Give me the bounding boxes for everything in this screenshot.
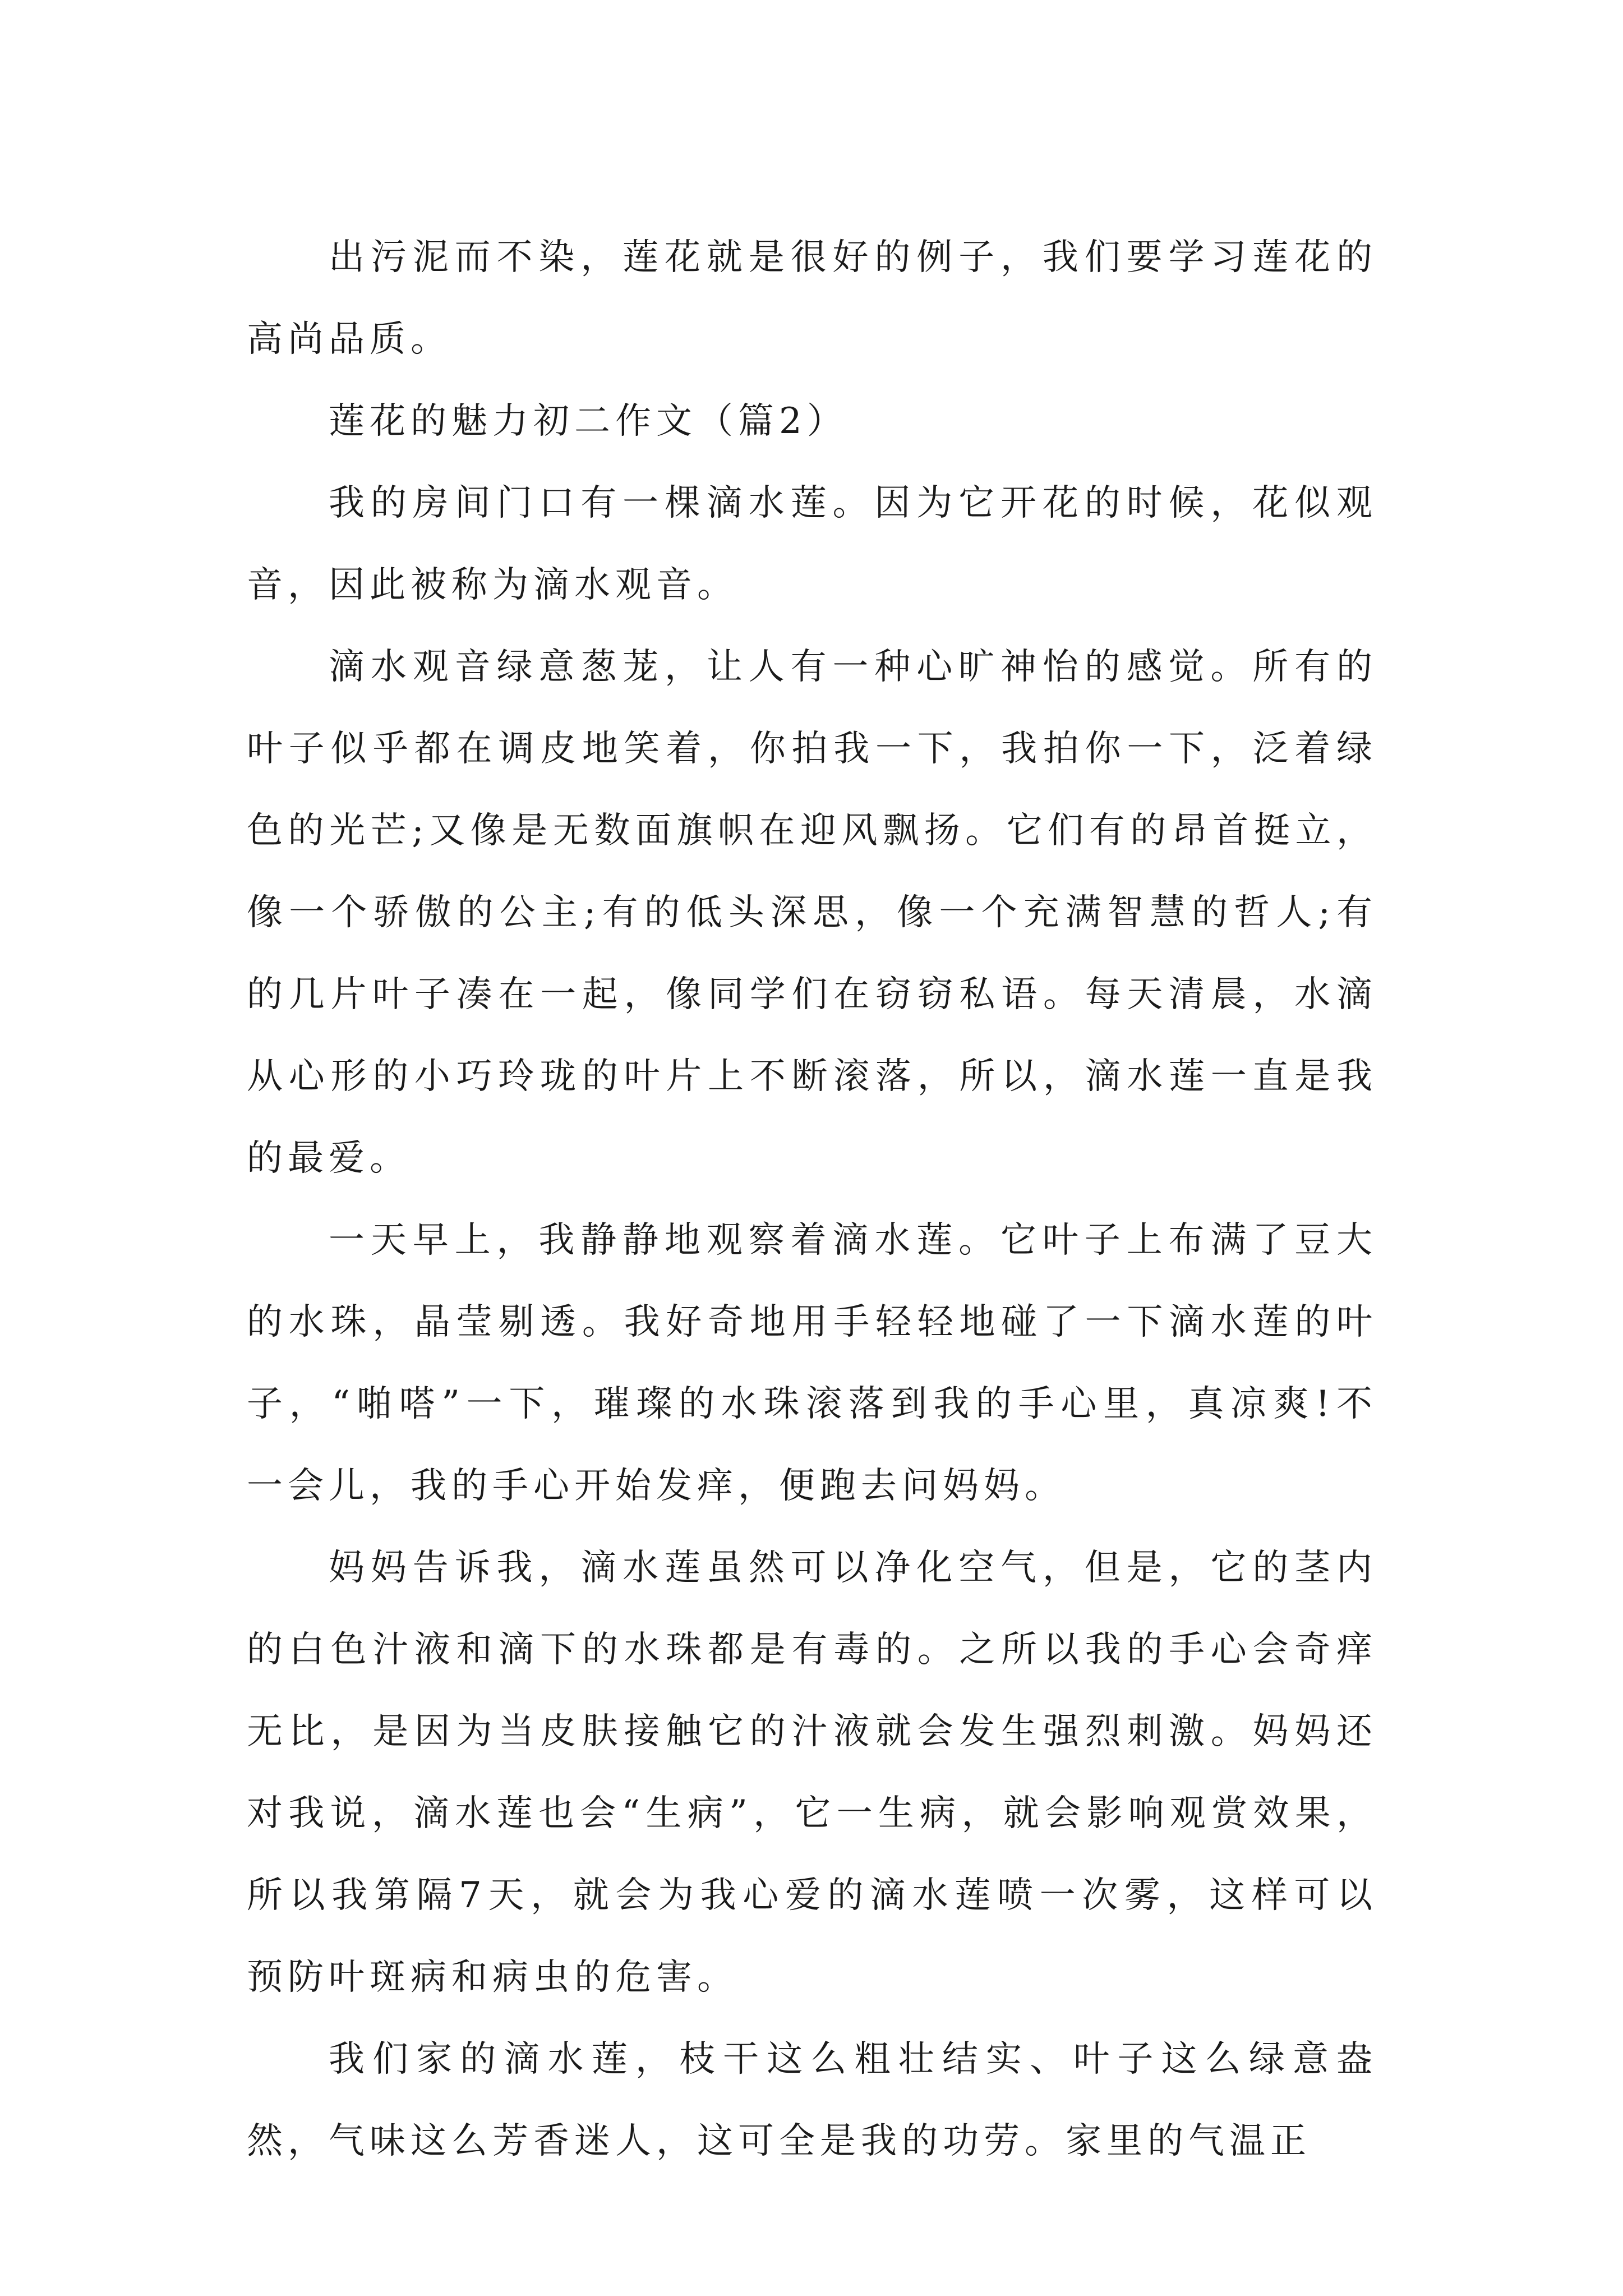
paragraph-4: 一天早上，我静静地观察着滴水莲。它叶子上布满了豆大的水珠，晶莹剔透。我好奇地用手轻轻地碰了一下滴水莲的叶子，“啪嗒”一下，璀璨的水珠滚落到我的手心里，真凉爽!不一会儿，我的手心开始发痒，便跑去问妈妈。 — [247, 1220, 1377, 1507]
paragraph-3: 滴水观音绿意葱茏，让人有一种心旷神怡的感觉。所有的叶子似乎都在调皮地笑着，你拍我一下，我拍你一下，泛着绿色的光芒;又像是无数面旗帜在迎风飘扬。它们有的昂首挺立，像一个骄傲的公主;有的低头深思，像一个充满智慧的哲人;有的几片叶子凑在一起，像同学们在窃窃私语。每天清晨，水滴从心形的小巧玲珑的叶片上不断滚落，所以，滴水莲一直是我的最爱。 — [247, 646, 1377, 1179]
paragraph-6: 我们家的滴水莲，枝干这么粗壮结实、叶子这么绿意盎然，气味这么芳香迷人，这可全是我的功劳。家里的气温正 — [247, 2039, 1377, 2162]
section-heading: 莲花的魅力初二作文（篇2） — [329, 401, 848, 442]
paragraph-1: 出污泥而不染，莲花就是很好的例子，我们要学习莲花的高尚品质。 — [247, 237, 1377, 360]
document-body — [247, 217, 1377, 2182]
paragraph-5: 妈妈告诉我，滴水莲虽然可以净化空气，但是，它的茎内的白色汁液和滴下的水珠都是有毒的。之所以我的手心会奇痒无比，是因为当皮肤接触它的汁液就会发生强烈刺激。妈妈还对我说，滴水莲也会“生病”，它一生病，就会影响观赏效果，所以我第隔7天，就会为我心爱的滴水莲喷一次雾，这样可以预防叶斑病和病虫的危害。 — [247, 1547, 1377, 1998]
paragraph-2: 我的房间门口有一棵滴水莲。因为它开花的时候，花似观音，因此被称为滴水观音。 — [247, 482, 1377, 606]
